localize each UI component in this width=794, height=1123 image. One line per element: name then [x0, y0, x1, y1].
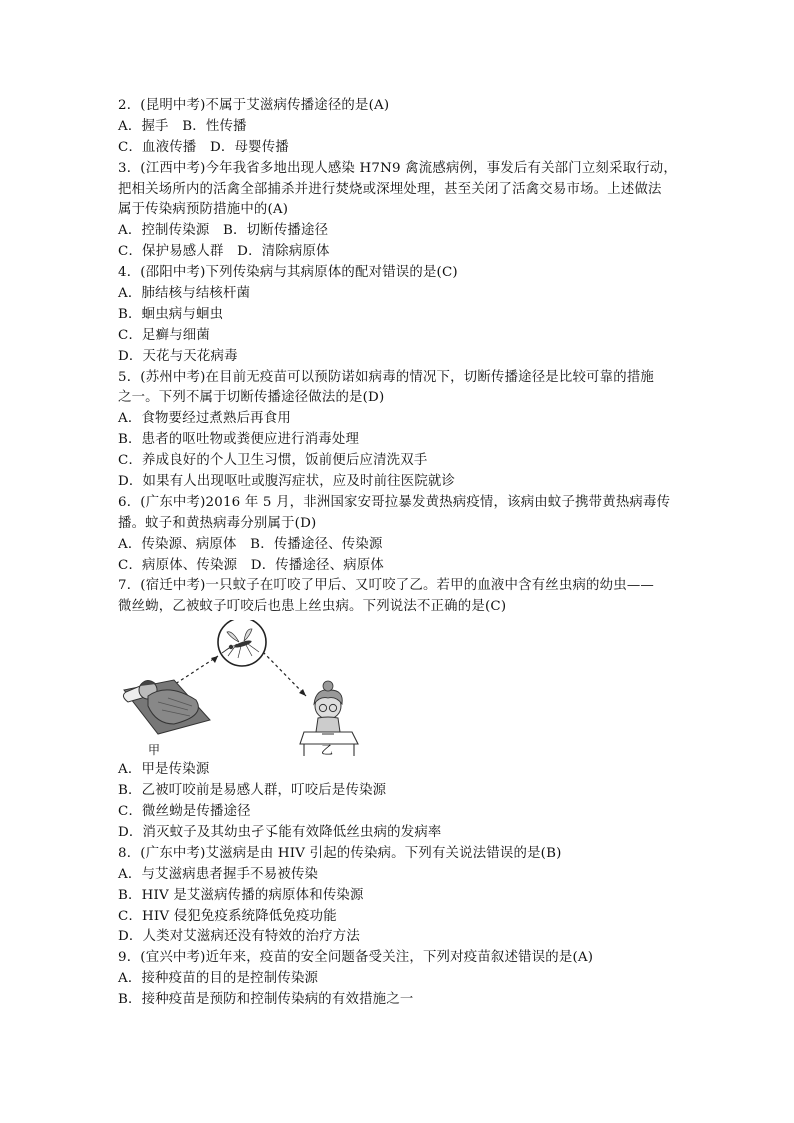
q5-stem-line-1: 5．(苏州中考)在目前无疫苗可以预防诺如病毒的情况下，切断传播途径是比较可靠的措施	[118, 369, 655, 385]
q9-option-a: A．接种疫苗的目的是控制传染源	[118, 971, 319, 987]
q8-option-d: D．人类对艾滋病还没有特效的治疗方法	[118, 929, 360, 945]
q7-stem-line-2: 微丝蚴，乙被蚊子叮咬后也患上丝虫病。下列说法不正确的是(C)	[118, 599, 507, 615]
q4-option-d: D．天花与天花病毒	[118, 348, 238, 364]
q7-option-b: B．乙被叮咬前是易感人群，叮咬后是传染源	[118, 783, 387, 799]
q6-options-ab: A．传染源、病原体 B．传播途径、传染源	[118, 536, 383, 552]
q5-option-c: C．养成良好的个人卫生习惯，饭前便后应清洗双手	[118, 453, 428, 469]
q3-stem-line-1: 3．(江西中考)今年我省多地出现人感染 H7N9 禽流感病例，事发后有关部门立刻采取行动，	[118, 160, 677, 176]
q8-option-a: A．与艾滋病患者握手不易被传染	[118, 866, 319, 882]
q3-options-cd: C．保护易感人群 D．清除病原体	[118, 244, 330, 260]
q9-option-b: B．接种疫苗是预防和控制传染病的有效措施之一	[118, 992, 414, 1008]
q7-option-d: D．消灭蚊子及其幼虫孑孓能有效降低丝虫病的发病率	[118, 824, 442, 840]
mosquito-transmission-illustration	[118, 620, 408, 760]
mosquito-transmission-figure	[118, 620, 408, 760]
q4-stem: 4．(邵阳中考)下列传染病与其病原体的配对错误的是(C)	[118, 265, 458, 281]
arrow-mosquito-to-yi	[263, 652, 306, 696]
q3-stem-line-3: 属于传染病预防措施中的(A)	[118, 202, 289, 218]
q5-stem-line-2: 之一。下列不属于切断传播途径做法的是(D)	[118, 390, 385, 406]
mosquito-icon	[218, 620, 266, 666]
q5-option-d: D．如果有人出现呕吐或腹泻症状，应及时前往医院就诊	[118, 474, 456, 490]
q2-stem: 2．(昆明中考)不属于艾滋病传播途径的是(A)	[118, 98, 390, 113]
q6-stem-line-1: 6．(广东中考)2016 年 5 月，非洲国家安哥拉暴发黄热病疫情，该病由蚊子携带黄热病毒传	[118, 494, 671, 510]
figure-label-yi: 乙	[321, 743, 334, 758]
q8-option-c: C．HIV 侵犯免疫系统降低免疫功能	[118, 908, 337, 924]
q6-stem-line-2: 播。蚊子和黄热病毒分别属于(D)	[118, 515, 317, 531]
q3-options-ab: A．控制传染源 B．切断传播途径	[118, 223, 329, 239]
q3-stem-line-2: 把相关场所内的活禽全部捕杀并进行焚烧或深埋处理，甚至关闭了活禽交易市场。上述做法	[118, 181, 662, 197]
q5-option-a: A．食物要经过煮熟后再食用	[118, 411, 291, 427]
q7-option-c: C．微丝蚴是传播途径	[118, 804, 251, 820]
q2-options-cd: C．血液传播 D．母婴传播	[118, 139, 289, 155]
figure-label-jia: 甲	[148, 743, 161, 758]
q6-options-cd: C．病原体、传染源 D．传播途径、病原体	[118, 557, 385, 573]
q8-option-b: B．HIV 是艾滋病传播的病原体和传染源	[118, 887, 364, 903]
q8-stem: 8．(广东中考)艾滋病是由 HIV 引起的传染病。下列有关说法错误的是(B)	[118, 845, 562, 861]
sick-person-in-bed-icon	[123, 680, 210, 734]
q5-option-b: B．患者的呕吐物或粪便应进行消毒处理	[118, 432, 360, 448]
q7-stem-line-1: 7．(宿迁中考)一只蚊子在叮咬了甲后、又叮咬了乙。若甲的血液中含有丝虫病的幼虫——	[118, 578, 655, 594]
q7-option-a: A．甲是传染源	[118, 762, 210, 778]
q4-option-a: A．肺结核与结核杆菌	[118, 286, 251, 302]
q9-stem: 9．(宜兴中考)近年来，疫苗的安全问题备受关注，下列对疫苗叙述错误的是(A)	[118, 950, 594, 966]
q4-option-c: C．足癣与细菌	[118, 327, 210, 343]
exercise-page	[118, 96, 688, 1011]
arrowhead-2	[299, 689, 306, 696]
q4-option-b: B．蛔虫病与蛔虫	[118, 306, 224, 322]
q2-options-ab: A．握手 B．性传播	[118, 118, 247, 134]
